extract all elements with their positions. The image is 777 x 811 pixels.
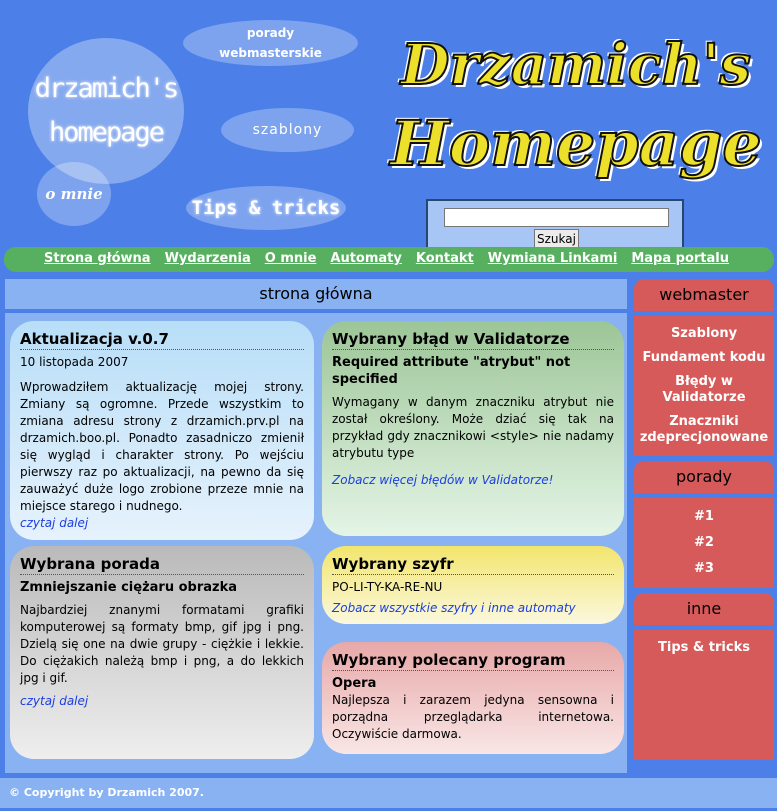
sidebar (634, 279, 774, 760)
card-program-subtitle: Opera (332, 676, 377, 691)
card-blad-body: Wymagany w danym znaczniku atrybut nie został określony. Może dziać się tak na przykład gdy znacznikowi <style> nie nadamy atrybutu type (332, 395, 614, 460)
card-blad-title: Wybrany błąd w Validatorze (332, 329, 614, 350)
bubble-homepage[interactable] (28, 38, 184, 184)
bubble-tips-label: Tips & tricks (191, 197, 341, 219)
bubble-omnie-label: o mnie (45, 185, 103, 203)
nav-item-kontakt[interactable]: Kontakt (415, 251, 474, 266)
card-porada-body: Najbardziej znanymi formatami grafiki komputerowej są formaty bmp, gif jpg i png. Dzielą się one na dwie grupy - ciężkie i lekkie. Do ciężakich należą bmp i png, a do lekkich jpg i gif. (20, 603, 304, 685)
card-blad-subtitle: Required attribute "atrybut" not specified (332, 355, 571, 387)
bubble-o-mnie[interactable] (37, 162, 111, 226)
sidebar-heading-webmaster: webmaster (634, 279, 774, 311)
card-blad-more-link[interactable]: Zobacz więcej błędów w Validatorze! (332, 473, 554, 487)
logo-line1: Drzamich's (400, 32, 752, 98)
search-button[interactable]: Szukaj (534, 229, 579, 248)
card-szyfr-body: PO-LI-TY-KA-RE-NU (332, 580, 443, 594)
search-input[interactable] (444, 208, 669, 227)
nav-item-o-mnie[interactable]: O mnie (264, 251, 317, 266)
card-aktualizacja-title: Aktualizacja v.0.7 (20, 329, 304, 350)
sidebar-item-porada-3[interactable]: #3 (694, 561, 714, 576)
card-aktualizacja-read-more-link[interactable]: czytaj dalej (20, 516, 89, 530)
bubble-szablony-label: szablony (252, 122, 323, 138)
card-porada-subtitle: Zmniejszanie ciężaru obrazka (20, 580, 238, 595)
card-szyfr-title: Wybrany szyfr (332, 554, 614, 575)
footer-copyright: © Copyright by Drzamich 2007. (9, 786, 204, 799)
nav-item-wymiana-linkami[interactable]: Wymiana Linkami (487, 251, 618, 266)
bubble-porady-line1: porady (246, 26, 295, 40)
sidebar-item-porada-2[interactable]: #2 (694, 535, 714, 550)
logo-line2: Homepage (390, 107, 762, 180)
main-navigation (4, 247, 774, 272)
page-title: strona główna (5, 279, 627, 309)
bubble-szablony[interactable] (221, 108, 354, 152)
card-program (322, 642, 624, 754)
sidebar-item-porada-1[interactable]: #1 (694, 509, 714, 524)
sidebar-box-inne (634, 630, 774, 760)
bubble-home-line2: homepage (48, 117, 164, 148)
footer (0, 778, 777, 808)
bubble-tips-tricks[interactable] (186, 186, 346, 230)
sidebar-box-webmaster (634, 316, 774, 456)
sidebar-heading-inne: inne (634, 593, 774, 625)
bubble-home-line1: drzamich's (34, 73, 178, 104)
card-program-body: Najlepsza i zarazem jedyna sensowna i porządna przeglądarka internetowa. Oczywiście darmowa. (332, 693, 614, 741)
sidebar-box-porady (634, 498, 774, 588)
nav-item-automaty[interactable]: Automaty (330, 251, 402, 266)
card-porada (10, 546, 314, 759)
card-aktualizacja-date: 10 listopada 2007 (20, 355, 129, 369)
bubble-porady-line2: webmasterskie (219, 46, 322, 60)
card-program-title: Wybrany polecany program (332, 650, 614, 671)
card-szyfr (322, 546, 624, 624)
card-porada-title: Wybrana porada (20, 554, 304, 575)
card-porada-read-more-link[interactable]: czytaj dalej (20, 694, 89, 708)
card-szyfr-more-link[interactable]: Zobacz wszystkie szyfry i inne automaty (332, 601, 576, 615)
site-logo (380, 28, 772, 188)
sidebar-heading-porady: porady (634, 461, 774, 493)
nav-item-mapa-portalu[interactable]: Mapa portalu (631, 251, 729, 266)
sidebar-item-szablony[interactable]: Szablony (670, 326, 738, 341)
search-box (426, 199, 684, 253)
card-aktualizacja-body: Wprowadziłem aktualizację mojej strony. Zmiany są ogromne. Przede wszystkim to zmiana adresu strony z drzamich.prv.pl na drzamich.boo.pl. Ponadto zasadniczo zmienił się wygląd i charakter strony. Po wejściu pierwszy raz po aktualizacji, na pewno da się zauważyć duże logo zrobione przeze mnie na miejsce starego i nudnego. (20, 380, 304, 513)
sidebar-item-bledy-w-validatorze[interactable]: Błędy w Validatorze (662, 374, 746, 405)
card-blad-validatora (322, 321, 624, 536)
nav-item-strona-glowna[interactable]: Strona główna (44, 251, 151, 266)
card-aktualizacja (10, 321, 314, 540)
sidebar-item-znaczniki-zdeprecjonowane[interactable]: Znaczniki zdeprecjonowane (639, 414, 769, 445)
sidebar-item-tips-tricks[interactable]: Tips & tricks (658, 640, 750, 655)
sidebar-item-fundament-kodu[interactable]: Fundament kodu (642, 350, 766, 365)
bubble-porady-webmasterskie[interactable] (183, 20, 358, 66)
nav-item-wydarzenia[interactable]: Wydarzenia (164, 251, 251, 266)
